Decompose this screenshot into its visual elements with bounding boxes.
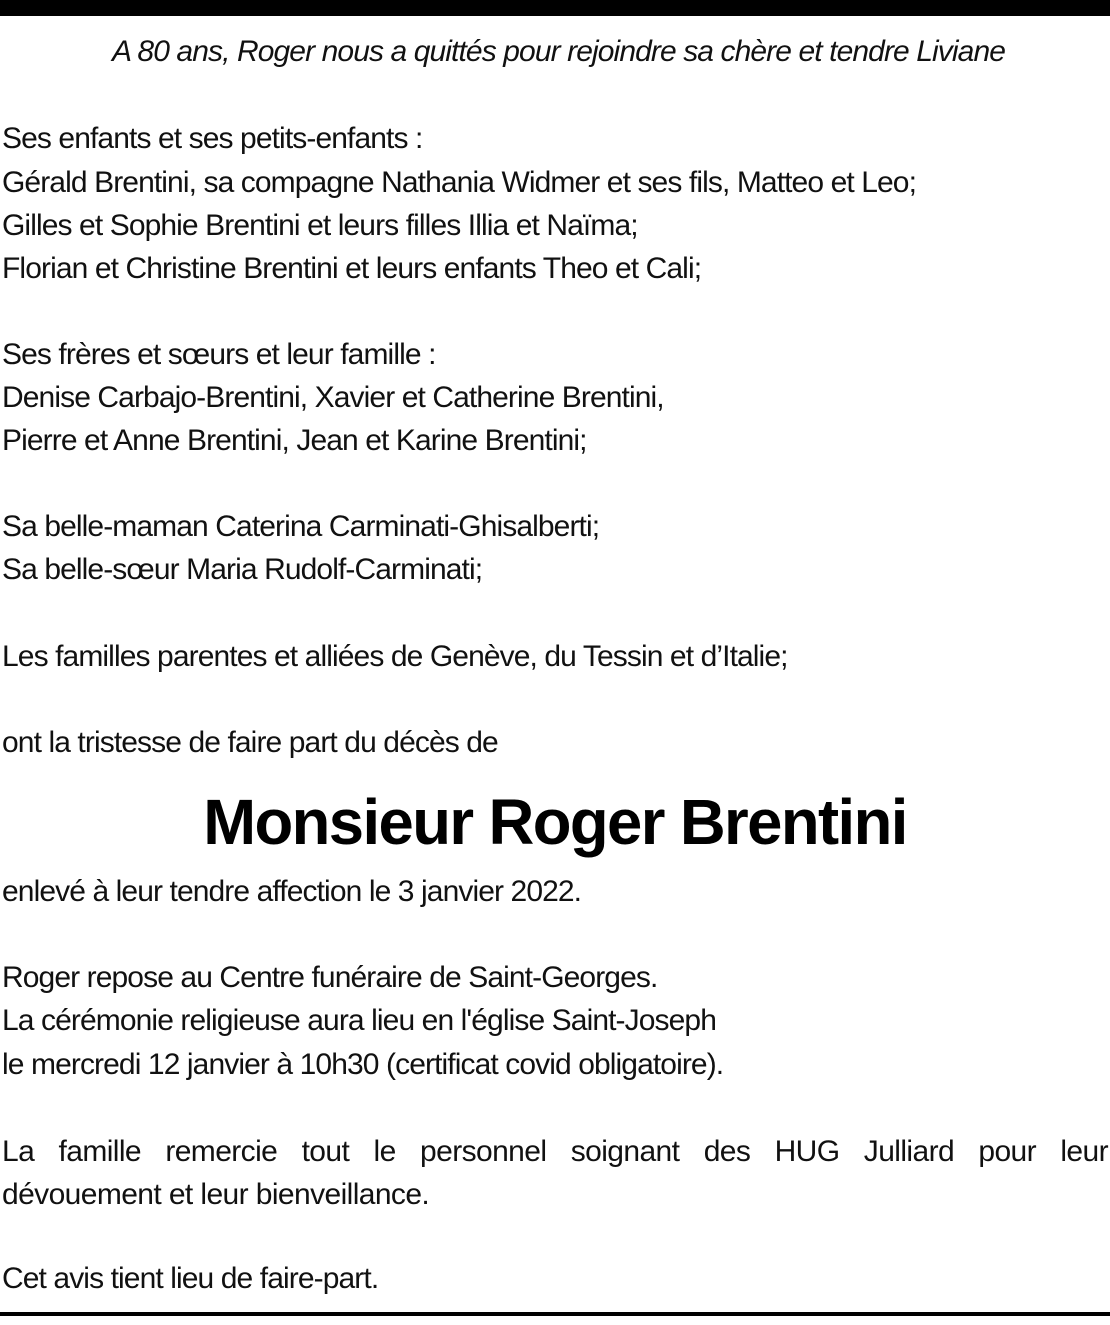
epigraph: A 80 ans, Roger nous a quittés pour rejoindre sa chère et tendre Liviane [112, 35, 1006, 68]
deceased-name: Monsieur Roger Brentini [203, 786, 907, 858]
siblings-heading: Ses frères et sœurs et leur famille : [2, 338, 436, 371]
ceremony-line: Roger repose au Centre funéraire de Saint-Georges. [2, 961, 658, 994]
thanks-paragraph [2, 1130, 1108, 1216]
closing-line: Cet avis tient lieu de faire-part. [2, 1262, 379, 1295]
children-line: Florian et Christine Brentini et leurs enfants Theo et Cali; [2, 252, 702, 285]
top-rule [0, 0, 1110, 16]
thanks-line: dévouement et leur bienveillance. [2, 1178, 430, 1211]
ceremony-line: le mercredi 12 janvier à 10h30 (certificat covid obligatoire). [2, 1048, 724, 1081]
extended-family-line: Les familles parentes et alliées de Genève, du Tessin et d’Italie; [2, 640, 788, 673]
in-law-line: Sa belle-maman Caterina Carminati-Ghisalberti; [2, 510, 600, 543]
children-line: Gilles et Sophie Brentini et leurs filles Illia et Naïma; [2, 209, 638, 242]
children-line: Gérald Brentini, sa compagne Nathania Widmer et ses fils, Matteo et Leo; [2, 166, 917, 199]
children-heading: Ses enfants et ses petits-enfants : [2, 122, 423, 155]
ceremony-line: La cérémonie religieuse aura lieu en l'église Saint-Joseph [2, 1004, 716, 1037]
bottom-rule [0, 1312, 1110, 1316]
siblings-line: Pierre et Anne Brentini, Jean et Karine Brentini; [2, 424, 587, 457]
death-line: enlevé à leur tendre affection le 3 janvier 2022. [2, 875, 582, 908]
thanks-line: La famille remercie tout le personnel soignant des HUG Julliard pour leur [2, 1135, 1108, 1168]
siblings-line: Denise Carbajo-Brentini, Xavier et Catherine Brentini, [2, 381, 664, 414]
in-law-line: Sa belle-sœur Maria Rudolf-Carminati; [2, 553, 483, 586]
announcement-line: ont la tristesse de faire part du décès de [2, 726, 498, 759]
